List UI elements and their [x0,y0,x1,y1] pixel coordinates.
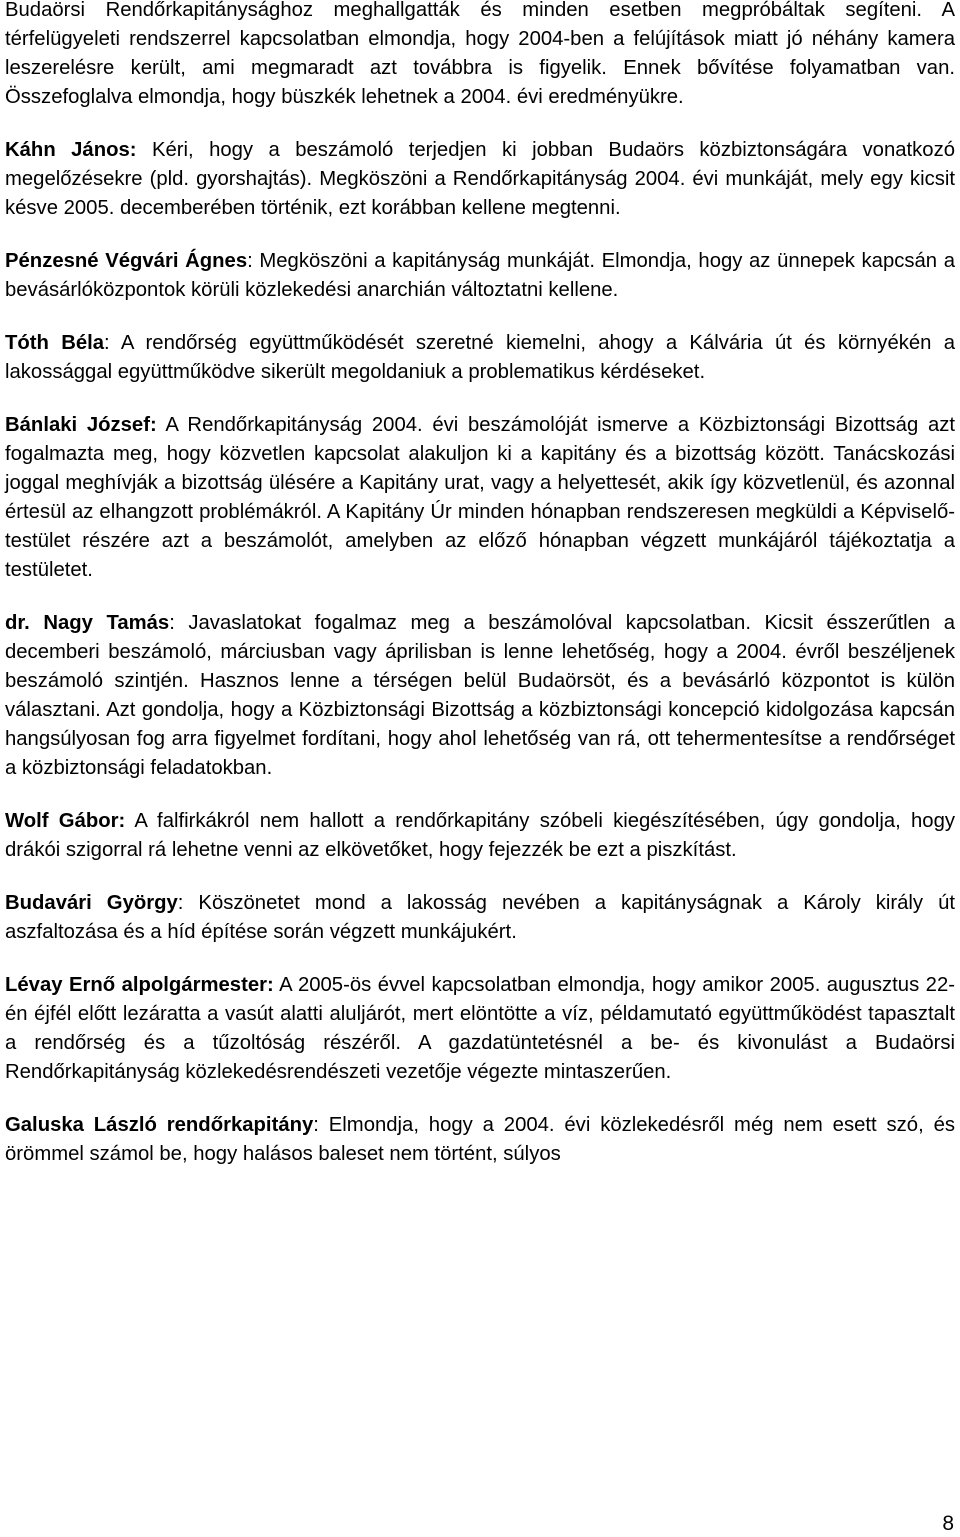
paragraph-text: Budaörsi Rendőrkapitánysághoz meghallgatták és minden esetben megpróbáltak segíteni. A térfelügyeleti rendszerrel kapcsolatban elmondja, hogy 2004-ben a felújítások miatt jó néhány kamera leszerelésre került, ami megmaradt azt továbbra is figyelik. Ennek bővítése folyamatban van. Összefoglalva elmondja, hogy büszkék lehetnek a 2004. évi eredményükre. [5,0,955,108]
paragraph-banlaki-jozsef [5,411,955,585]
paragraph-wolf-gabor [5,807,955,865]
speaker-name: Wolf Gábor: [5,810,126,832]
paragraph-text: Kéri, hogy a beszámoló terjedjen ki jobban Budaörs közbiztonságára vonatkozó megelőzésekre (pld. gyorshajtás). Megköszöni a Rendőrkapitányság 2004. évi munkáját, mely egy kicsit késve 2005. decemberében történik, ezt korábban kellene megtenni. [5,139,955,219]
paragraph-text: : Javaslatokat fogalmaz meg a beszámolóval kapcsolatban. Kicsit ésszerűtlen a decemberi beszámoló, márciusban vagy áprilisban is lenne lehetőség, hogy a 2004. évről beszéljenek beszámoló szintjén. Hasznos lenne a térségen belül Budaörsöt, és a bevásárló központot is külön választani. Azt gondolja, hogy a Közbiztonsági Bizottság a közbiztonsági koncepció kidolgozása kapcsán hangsúlyosan fog arra figyelmet fordítani, hogy ahol lehetőség van rá, ott tehermentesítse a rendőrséget a közbiztonsági feladatokban. [5,612,956,779]
speaker-name: Pénzesné Végvári Ágnes [5,250,248,272]
paragraph-text: A 2005-ös évvel kapcsolatban elmondja, hogy amikor 2005. augusztus 22-én éjfél előtt lezáratta a vasút alatti aluljárót, mert elöntötte a víz, példamutató együttműködést tapasztalt a rendőrség és a tűzoltóság részéről. A gazdatüntetésnél a be- és kivonulást a Budaörsi Rendőrkapitányság közlekedésrendészeti vezetője végezte mintaszerűen. [5,974,955,1083]
speaker-name: Galuska László rendőrkapitány [5,1114,314,1136]
speaker-name: Bánlaki József: [5,414,157,436]
paragraph-penzesne-vegvari-agnes [5,247,955,305]
paragraph-dr-nagy-tamas [5,609,955,783]
paragraph-text: : Elmondja, hogy a 2004. évi közlekedésről még nem esett szó, és örömmel számol be, hogy halásos baleset nem történt, súlyos [5,1114,955,1165]
paragraph-levay-erno [5,971,955,1087]
paragraph-police-report-continuation [5,0,955,112]
paragraph-budavari-gyorgy [5,889,955,947]
paragraph-toth-bela [5,329,955,387]
page-number: 8 [942,1512,954,1535]
paragraph-text: : Megköszöni a kapitányság munkáját. Elmondja, hogy az ünnepek kapcsán a bevásárlóközpontok körüli közlekedési anarchián változtatni kellene. [5,250,955,301]
speaker-name: Lévay Ernő alpolgármester: [5,974,274,996]
document-page [5,0,955,1193]
paragraph-text: : Köszönetet mond a lakosság nevében a kapitányságnak a Károly király út aszfaltozása és a híd építése során végzett munkájukért. [5,892,955,943]
speaker-name: Tóth Béla [5,332,105,354]
speaker-name: Káhn János: [5,139,137,161]
paragraph-text: A falfirkákról nem hallott a rendőrkapitány szóbeli kiegészítésében, úgy gondolja, hogy drákói szigorral rá lehetne venni az elkövetőket, hogy fejezzék be ezt a piszkítást. [5,810,956,861]
paragraph-text: : A rendőrség együttműködését szeretné kiemelni, ahogy a Kálvária út és környékén a lakossággal együttműködve sikerült megoldaniuk a problematikus kérdéseket. [5,332,955,383]
paragraph-text: A Rendőrkapitányság 2004. évi beszámolóját ismerve a Közbiztonsági Bizottság azt fogalmazta meg, hogy közvetlen kapcsolat alakuljon ki a kapitány és a bizottság között. Tanácskozási joggal meghívják a bizottság ülésére a Kapitány urat, vagy a helyettesét, akik így közvetlenül, és azonnal értesül az elhangzott problémákról. A Kapitány Úr minden hónapban rendszeresen megküldi a Képviselő-testület részére azt a beszámolót, amelyben az előző hónapban végzett munkájáról tájékoztatja a testületet. [5,414,955,581]
speaker-name: dr. Nagy Tamás [5,612,170,634]
paragraph-kahn-janos [5,136,955,223]
speaker-name: Budavári György [5,892,178,914]
paragraph-galuska-laszlo [5,1111,955,1169]
